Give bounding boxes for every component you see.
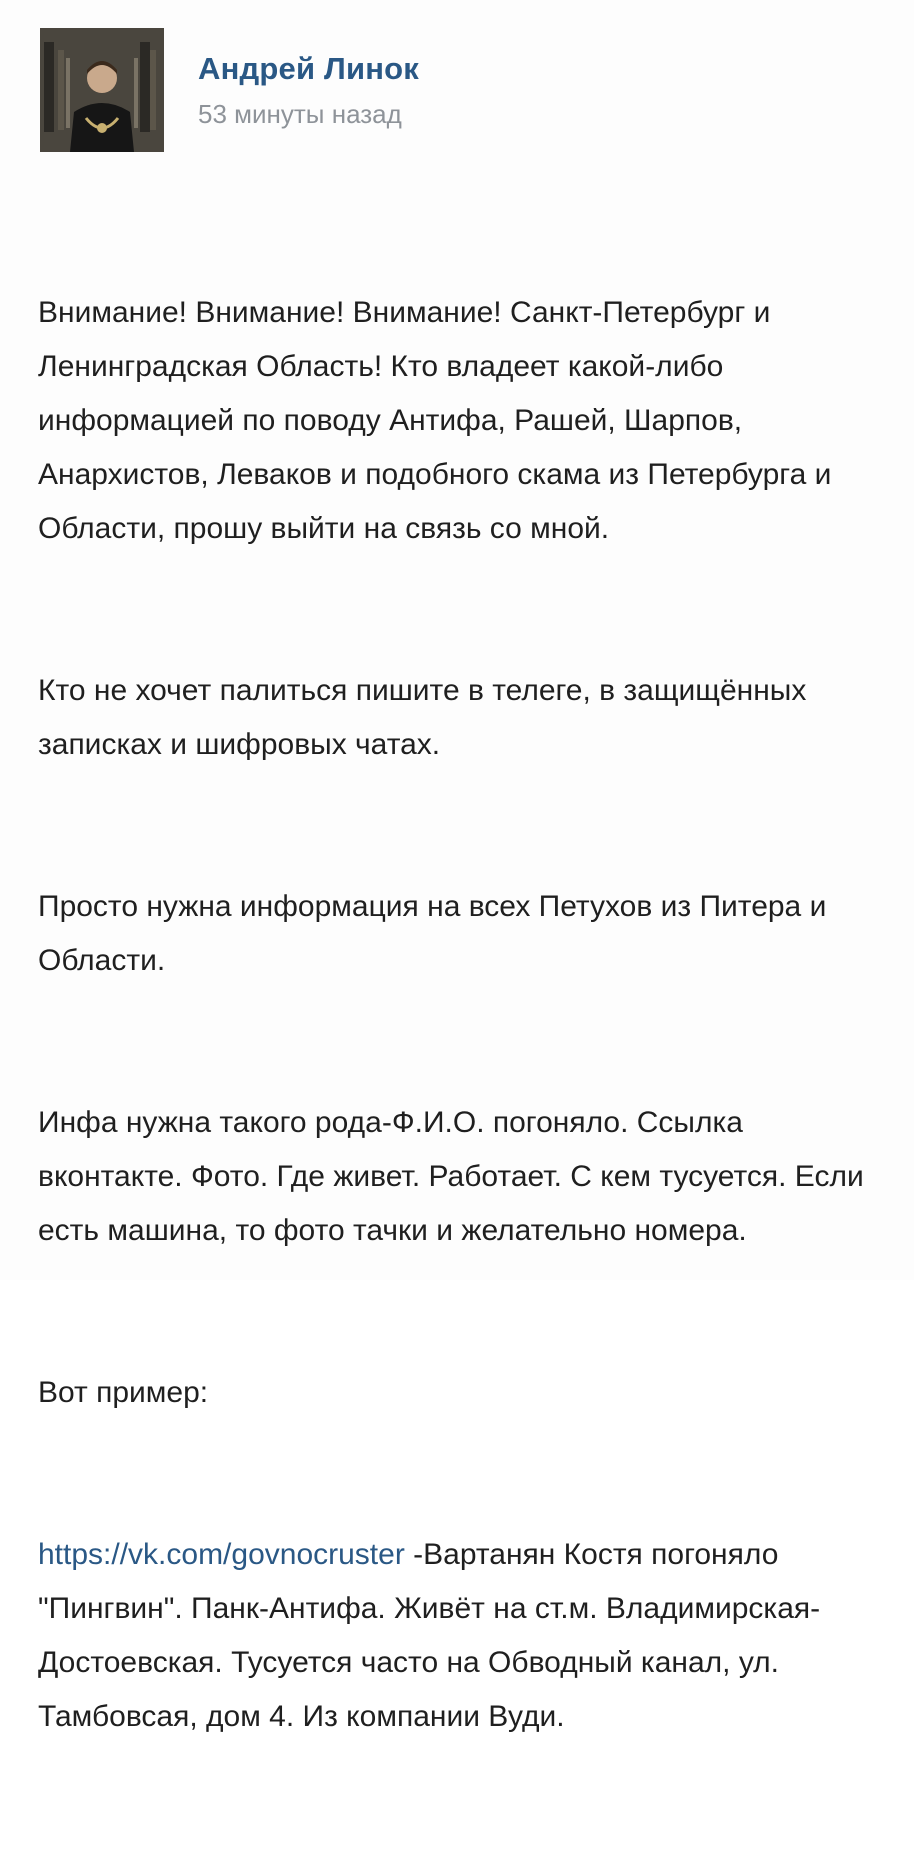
avatar[interactable] [40, 28, 164, 152]
example-profile-link[interactable]: https://vk.com/govnocruster [38, 1538, 405, 1571]
post-text [38, 178, 884, 1852]
post-paragraph-6 [38, 1528, 884, 1744]
post-paragraph-3: Просто нужна информация на всех Петухов из Питера и Области. [38, 890, 835, 977]
post-paragraph-2: Кто не хочет палиться пишите в телеге, в защищённых записках и шифровых чатах. [38, 674, 815, 761]
post-paragraph-5: Вот пример: [38, 1376, 209, 1409]
post-paragraph-1: Внимание! Внимание! Внимание! Санкт-Петербург и Ленинградская Область! Кто владеет какой-либо информацией по поводу Антифа, Рашей, Шарпов, Анархистов, Леваков и подобного скама из Петербурга и Области, прошу выйти на связь со мной. [38, 296, 840, 545]
example-description: -Вартанян Костя погоняло "Пингвин". Панк-Антифа. Живёт на ст.м. Владимирская-Достоевская. Тусуется часто на Обводный канал, ул. Тамбовсая, дом 4. Из компании Вуди. [38, 1538, 821, 1733]
avatar-image [40, 28, 164, 152]
post-header [40, 28, 419, 152]
author-name[interactable]: Андрей Линок [198, 51, 420, 86]
post-time[interactable]: 53 минуты назад [198, 99, 402, 129]
post-paragraph-4: Инфа нужна такого рода-Ф.И.О. погоняло. Ссылка вконтакте. Фото. Где живет. Работает. С кем тусуется. Если есть машина, то фото тачки и желательно номера. [38, 1106, 873, 1247]
post-meta [198, 50, 419, 130]
